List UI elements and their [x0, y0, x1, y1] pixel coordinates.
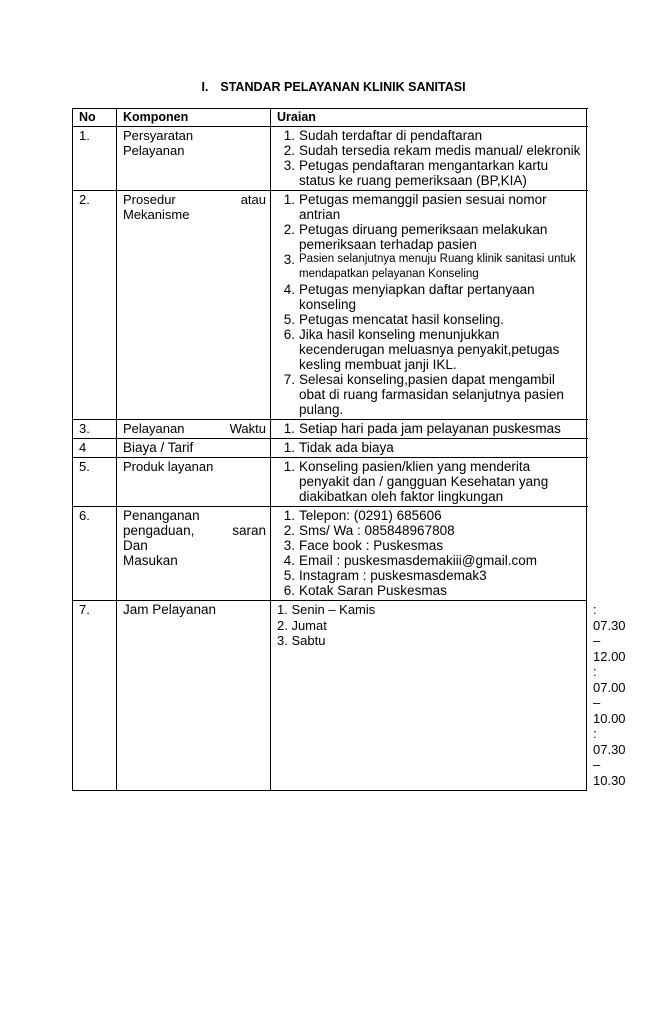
header-no: No — [73, 109, 117, 127]
row-komponen: Prosedur atau Mekanisme — [117, 191, 271, 420]
list-item: 6. Jika hasil konseling menunjukkan kecenderugan meluasnya penyakit,petugas kesling membuat janji IKL. — [283, 327, 560, 372]
jam-day: 2. Jumat — [277, 617, 327, 633]
jam-day: 1. Senin – Kamis — [277, 602, 376, 617]
list-item: 3. Petugas pendaftaran mengantarkan kartu status ke ruang pemeriksaan (BP,KIA) — [283, 158, 549, 188]
header-uraian: Uraian — [271, 109, 587, 127]
list-item: 1. Sudah terdaftar di pendaftaran — [283, 128, 483, 143]
row-komponen: Persyaratan Pelayanan — [117, 127, 271, 191]
table-row — [73, 458, 587, 507]
title-text: STANDAR PELAYANAN KLINIK SANITASI — [220, 80, 466, 94]
list-item: 2. Sms/ Wa : 085848967808 — [283, 523, 455, 538]
row-uraian — [271, 127, 587, 191]
list-item: 6. Kotak Saran Puskesmas — [283, 583, 447, 598]
row-komponen: Biaya / Tarif — [117, 439, 271, 458]
header-komponen: Komponen — [117, 109, 271, 127]
table-row: 7. Jam Pelayanan 1. Senin – Kamis 2. Jumat 3. Sabtu : 07.30 – 12.00 : 07.00 – 10.00 : 07.30 – 10.30 — [73, 601, 587, 791]
service-standard-table — [72, 108, 626, 791]
list-item: 3. Pasien selanjutnya menuju Ruang klinik sanitasi untuk mendapatkan pelayanan Konseling — [283, 252, 576, 280]
row-number: 1. — [73, 127, 117, 191]
list-item: 2. Sudah tersedia rekam medis manual/ elekronik — [283, 143, 581, 158]
row-number: 4 — [73, 439, 117, 458]
list-item: 1. Tidak ada biaya — [283, 440, 394, 455]
list-item: 5. Instagram : puskesmasdemak3 — [283, 568, 487, 583]
row-komponen: Penanganan pengaduan, saran Dan Masukan — [117, 507, 271, 601]
row-uraian — [271, 420, 587, 439]
list-item: 5. Petugas mencatat hasil konseling. — [283, 312, 504, 327]
list-item: 7. Selesai konseling,pasien dapat mengambil obat di ruang farmasidan selanjutnya pasien pulang. — [283, 372, 564, 417]
row-number: 7. — [73, 601, 117, 791]
list-item: 1. Setiap hari pada jam pelayanan puskesmas — [283, 421, 561, 436]
table-row — [73, 420, 587, 439]
jam-days — [271, 601, 587, 791]
row-number: 6. — [73, 507, 117, 601]
list-item: 4. Petugas menyiapkan daftar pertanyaan konseling — [283, 282, 535, 312]
row-uraian — [271, 507, 587, 601]
row-uraian — [271, 458, 587, 507]
row-komponen: Produk layanan — [117, 458, 271, 507]
table-row — [73, 127, 587, 191]
list-item: 4. Email : puskesmasdemakiii@gmail.com — [283, 553, 538, 568]
list-item: 1. Konseling pasien/klien yang menderita penyakit dan / gangguan Kesehatan yang diakibatkan oleh faktor lingkungan — [283, 459, 549, 504]
jam-day: 3. Sabtu — [277, 633, 326, 648]
list-item: 2. Petugas diruang pemeriksaan melakukan pemeriksaan terhadap pasien — [283, 222, 548, 252]
table-row — [73, 439, 587, 458]
row-komponen: Pelayanan Waktu — [117, 420, 271, 439]
list-item: 1. Telepon: (0291) 685606 — [283, 508, 442, 523]
row-uraian — [271, 191, 587, 420]
table-row — [73, 507, 587, 601]
table-row — [73, 191, 587, 420]
table-header-row — [73, 109, 587, 127]
row-komponen: Jam Pelayanan — [117, 601, 271, 791]
document-title — [0, 80, 667, 94]
row-number: 3. — [73, 420, 117, 439]
row-number: 2. — [73, 191, 117, 420]
list-item: 3. Face book : Puskesmas — [283, 538, 444, 553]
row-uraian — [271, 439, 587, 458]
list-item: 1. Petugas memanggil pasien sesuai nomor antrian — [283, 192, 547, 222]
row-number: 5. — [73, 458, 117, 507]
title-number: I. — [201, 80, 209, 94]
